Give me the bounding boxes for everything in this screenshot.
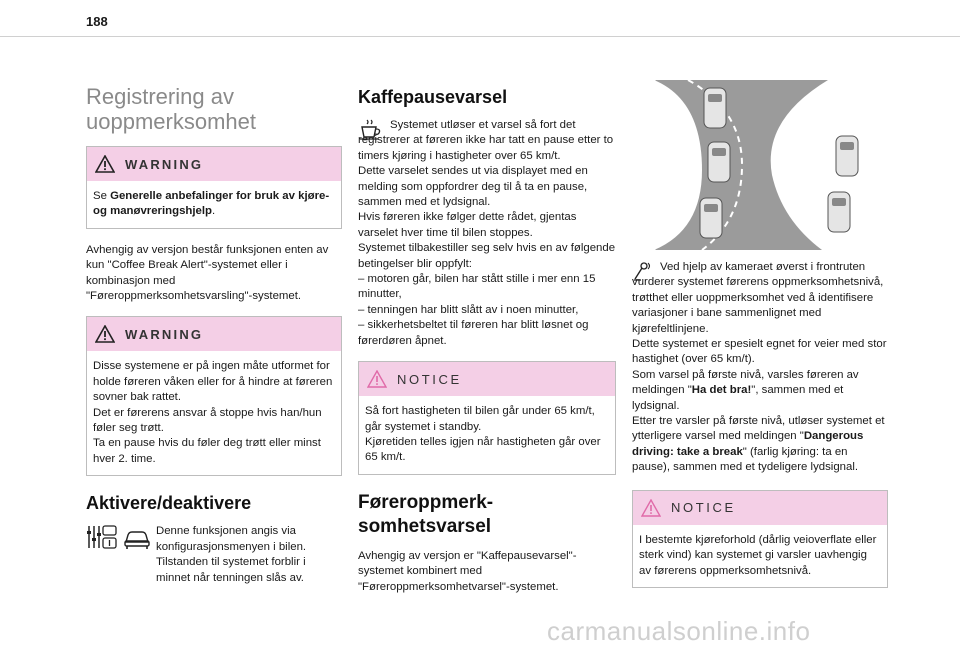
column-1: [86, 80, 342, 586]
warning-header: [87, 147, 341, 181]
intro-paragraph: Avhengig av versjon består funksjonen enten av kun "Coffee Break Alert"-systemet eller i kombinasjon med "Føreroppmerksomhetsvarsling"-systemet.: [86, 243, 329, 303]
warning-label: WARNING: [125, 156, 204, 172]
second-level-alert-text: Etter tre varsler på første nivå, utløser systemet et ytterligere varsel med meldingen "Dangerous driving: take a break" (farlig kjøring: ta en pause), sammen med et tydeligere lydsignal.: [632, 415, 885, 474]
coffee-break-text: Systemet utløser et varsel så fort det registrerer at føreren ikke har tatt en pause etter to timers kjøring i hastigheter over 65 km/t. Dette varselet sendes ut via displayet med en melding som oppfordrer deg til å ta en pause, sammen med et lydsignal. Hvis føreren ikke følger dette rådet, gjentas varselet hver time til bilen stoppes. Systemet tilbakestiller seg selv hvis en av følgende betingelser blir oppfylt: – motoren går, bilen har stått stille i mer enn 15 minutter, – tenningen har blitt slått av i noen minutter, – sikkerhetsbeltet til føreren har blitt løsnet og førerdøren åpnet.: [358, 119, 616, 347]
notice-box: [358, 361, 616, 475]
page-number: 188: [86, 14, 108, 29]
coffee-cup-icon: [358, 118, 384, 140]
camera-text: Ved hjelp av kameraet øverst i frontruten vurderer systemet førerens oppmerksomhetsnivå, trøtthet eller uoppmerksomhet ved å identifisere variasjoner i bane sammenlignet med kjørefeltlinjene.: [632, 261, 884, 335]
camera-sensor-icon: [632, 260, 654, 282]
warning-label: WARNING: [125, 326, 204, 342]
section-title: Registrering av uoppmerksomhet: [86, 84, 256, 134]
warning-triangle-icon: [95, 325, 115, 343]
config-menu-icon: [86, 524, 118, 550]
notice-box: [632, 490, 888, 588]
lane-diagram: [632, 80, 888, 250]
notice-triangle-icon: [367, 370, 387, 388]
warning-box-1: [86, 146, 342, 229]
warning-triangle-icon: [95, 155, 115, 173]
first-level-alert-text: Som varsel på første nivå, varsles føreren av meldingen "Ha det bra!", sammen med et lydsignal.: [632, 368, 859, 412]
warning-text: Se Generelle anbefalinger for bruk av kjøre- og manøvreringshjelp.: [93, 190, 330, 218]
driver-attention-heading: Føreroppmerk-somhetsvarsel: [358, 491, 494, 537]
coffee-break-block: [358, 118, 616, 349]
notice-header: [359, 362, 615, 396]
warning-header: [87, 317, 341, 351]
notice-header: [633, 491, 887, 525]
notice-text: I bestemte kjøreforhold (dårlig veioverflate eller sterk vind) kan systemet gi varsler uavhengig av førerens oppmerksomhetsnivå.: [639, 533, 877, 577]
column-3: [632, 80, 888, 602]
notice-label: NOTICE: [671, 500, 736, 516]
site-watermark[interactable]: carmanualsonline.info: [547, 616, 811, 646]
notice-text: Så fort hastigheten til bilen går under 65 km/t, går systemet i standby. Kjøretiden telles igjen når hastigheten går over 65 km/t.: [365, 405, 601, 464]
warning-box-2: [86, 316, 342, 476]
header-divider: [0, 36, 960, 37]
warning-text: Disse systemene er på ingen måte utformet for holde føreren våken eller for å hindre at føreren sovner bak rattet. Det er førerens ansvar å stoppe hvis han/hun føler seg trøtt. Ta en pause hvis du føler deg trøtt eller minst hver 2. time.: [93, 360, 333, 465]
coffee-break-heading: Kaffepausevarsel: [358, 87, 508, 107]
car-icon: [122, 524, 152, 550]
notice-label: NOTICE: [397, 371, 462, 387]
activate-text: Denne funksjonen angis via konfigurasjonsmenyen i bilen. Tilstanden til systemet forblir i minnet når tenningen slås av.: [156, 525, 307, 584]
camera-text-2: Dette systemet er spesielt egnet for veier med stor hastighet (over 65 km/t).: [632, 338, 887, 366]
lane-drawing: [632, 80, 888, 250]
activate-block: [86, 524, 342, 586]
activate-heading: Aktivere/deaktivere: [86, 493, 252, 514]
camera-block: [632, 260, 888, 476]
driver-attention-text: Avhengig av versjon er "Kaffepausevarsel"-systemet kombinert med "Føreroppmerksomhetvarsel"-systemet.: [358, 549, 577, 593]
column-2: [358, 86, 616, 595]
notice-triangle-icon: [641, 499, 661, 517]
